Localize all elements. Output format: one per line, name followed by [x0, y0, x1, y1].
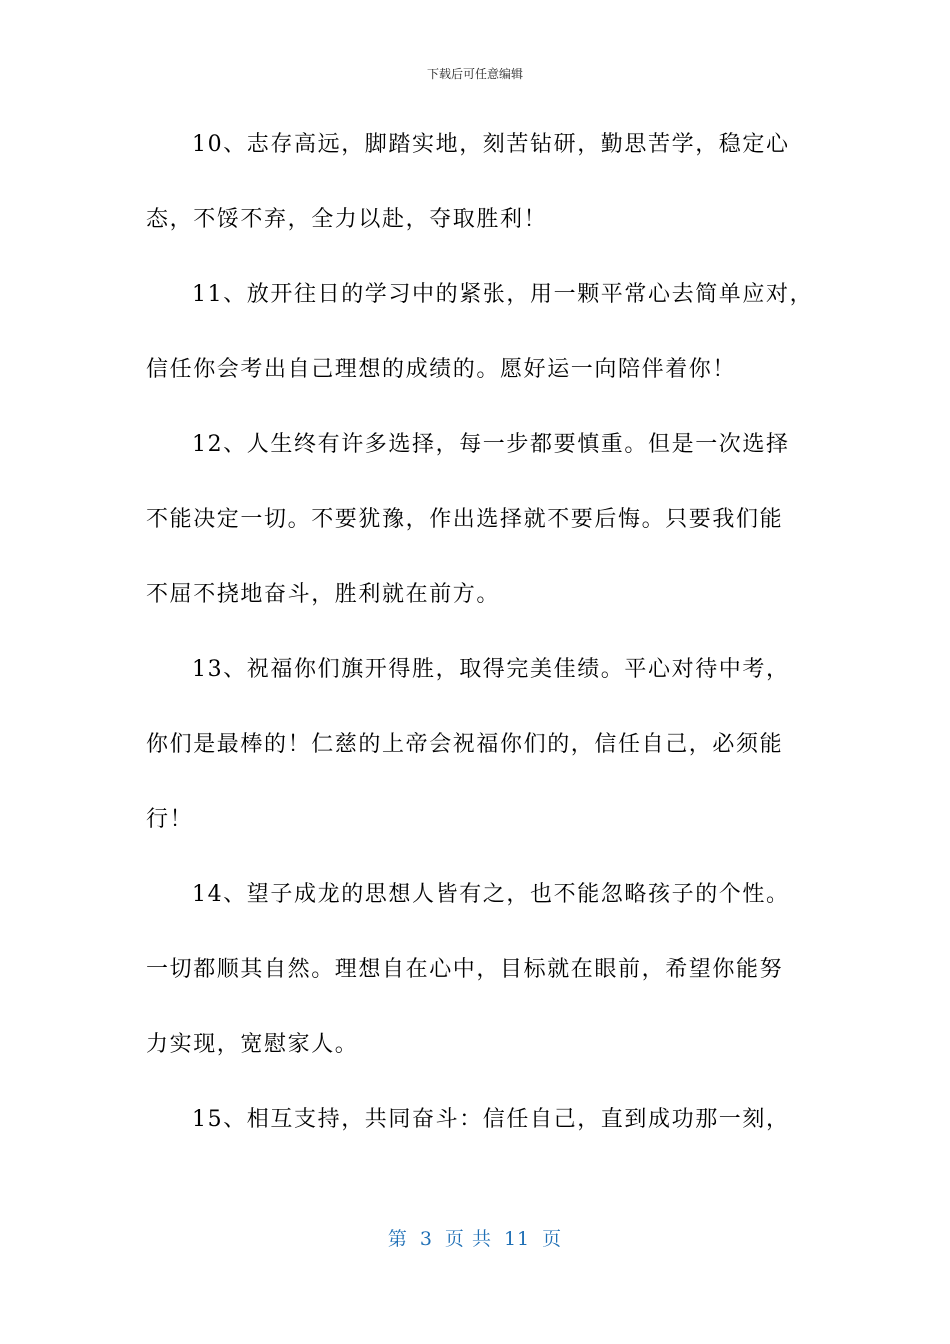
paragraph-12-line-2: 不能决定一切。不要犹豫，作出选择就不要后悔。只要我们能: [146, 507, 784, 532]
paragraph-12-line-3: 不屈不挠地奋斗，胜利就在前方。: [146, 582, 501, 607]
paragraph-13-line-2: 你们是最棒的！仁慈的上帝会祝福你们的，信任自己，必须能: [146, 732, 784, 757]
paragraph-10-line-1: 10、志存高远，脚踏实地，刻苦钻研，勤思苦学，稳定心: [192, 132, 790, 157]
paragraph-14-line-3: 力实现，宽慰家人。: [146, 1032, 359, 1057]
paragraph-13-line-3: 行！: [146, 807, 194, 832]
footer-middle: 页 共: [444, 1228, 492, 1250]
footer-current-page: 3: [419, 1228, 433, 1250]
paragraph-13-line-1: 13、祝福你们旗开得胜，取得完美佳绩。平心对待中考，: [192, 657, 790, 682]
paragraph-15-line-1: 15、相互支持，共同奋斗：信任自己，直到成功那一刻，: [192, 1107, 790, 1132]
footer-total-pages: 11: [503, 1228, 531, 1250]
page-footer: [0, 1226, 950, 1252]
page-header: 下载后可任意编辑: [426, 67, 523, 81]
paragraph-11-line-1: 11、放开往日的学习中的紧张，用一颗平常心去简单应对，: [192, 282, 814, 307]
paragraph-14-line-2: 一切都顺其自然。理想自在心中，目标就在眼前，希望你能努: [146, 957, 784, 982]
paragraph-14-line-1: 14、望子成龙的思想人皆有之，也不能忽略孩子的个性。: [192, 882, 790, 907]
paragraph-12-line-1: 12、人生终有许多选择，每一步都要慎重。但是一次选择: [192, 432, 790, 457]
footer-prefix: 第: [387, 1228, 408, 1250]
footer-suffix: 页: [542, 1228, 563, 1250]
paragraph-11-line-2: 信任你会考出自己理想的成绩的。愿好运一向陪伴着你！: [146, 357, 737, 382]
paragraph-10-line-2: 态，不馁不弃，全力以赴，夺取胜利！: [146, 207, 548, 232]
